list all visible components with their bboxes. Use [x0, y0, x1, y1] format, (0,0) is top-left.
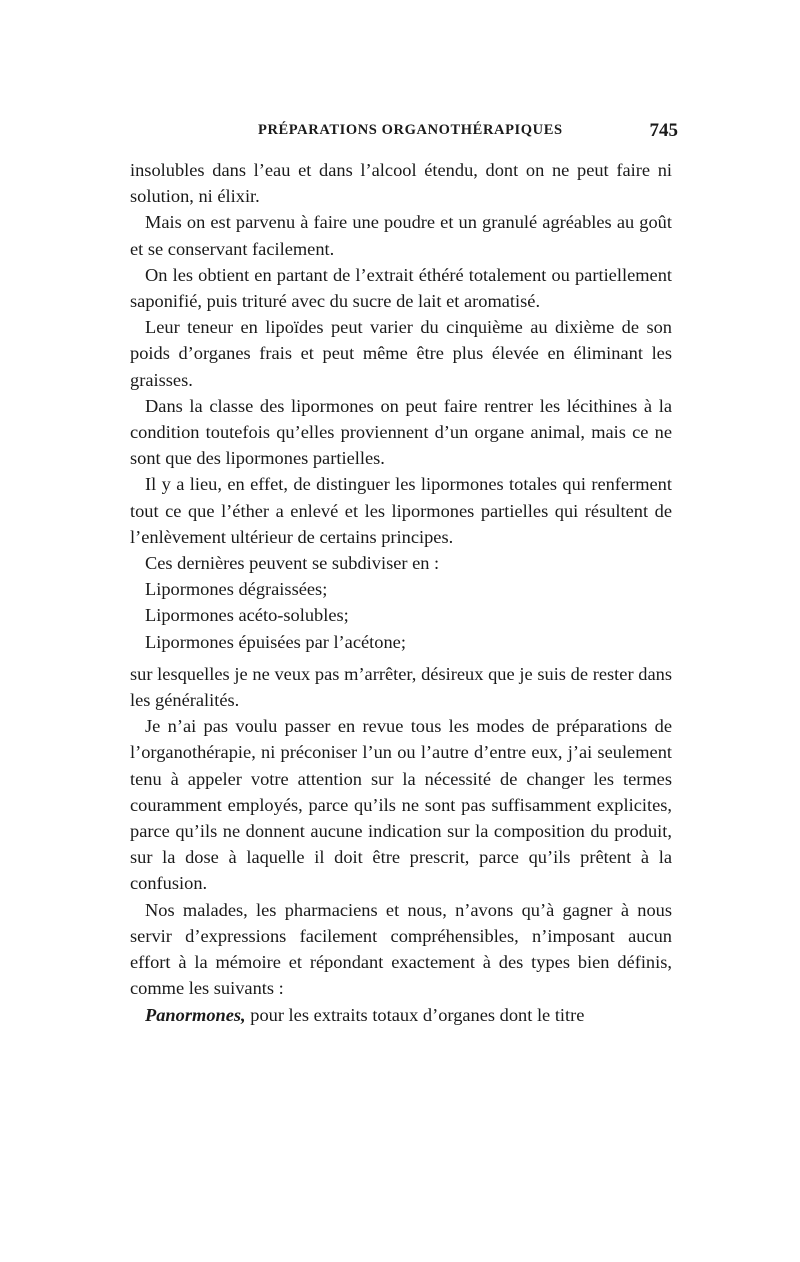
paragraph: Je n’ai pas voulu passer en revue tous les modes de préparations de l’organothérapie, ni préconiser l’un ou l’autre d’entre eux, j’ai seulement tenu à appeler votre attention sur la nécessité de changer les termes couramment employés, parce qu’ils ne sont pas suffisamment explicites, parce qu’ils ne donnent aucune indication sur la composition du produit, sur la dose à laquelle il doit être prescrit, parce qu’ils prêtent à la confusion.: [130, 716, 672, 894]
paragraph: Ces dernières peuvent se subdiviser en :: [145, 553, 440, 574]
paragraph-continuation: insolubles dans l’eau et dans l’alcool étendu, dont on ne peut faire ni solution, ni élixir.: [130, 160, 672, 207]
body-text: [130, 157, 672, 1028]
paragraph: Mais on est parvenu à faire une poudre et un granulé agréables au goût et se conservant facilement.: [130, 212, 672, 259]
running-title: PRÉPARATIONS ORGANOTHÉRAPIQUES: [258, 122, 563, 138]
paragraph-continuation: sur lesquelles je ne veux pas m’arrêter, désireux que je suis de rester dans les généralités.: [130, 663, 672, 711]
list-item: Lipormones dégraissées;: [145, 579, 328, 600]
list-item: Lipormones acéto-solubles;: [145, 605, 349, 626]
term-panormones: Panormones,: [145, 1004, 246, 1025]
paragraph: Dans la classe des lipormones on peut faire rentrer les lécithines à la condition toutefois qu’elles proviennent d’un organe animal, mais ce ne sont que des lipormones partielles.: [130, 395, 672, 469]
running-head: [130, 120, 680, 144]
paragraph-text: pour les extraits totaux d’organes dont le titre: [245, 1004, 585, 1025]
paragraph: On les obtient en partant de l’extrait éthéré totalement ou partiellement saponifié, puis trituré avec du sucre de lait et aromatisé.: [130, 264, 672, 312]
list-item: Lipormones épuisées par l’acétone;: [145, 631, 406, 652]
page-number: 745: [649, 120, 678, 141]
paragraph: Leur teneur en lipoïdes peut varier du cinquième au dixième de son poids d’organes frais et peut même être plus élevée en éliminant les graisses.: [130, 317, 672, 390]
paragraph: Il y a lieu, en effet, de distinguer les lipormones totales qui renferment tout ce que l’éther a enlevé et les lipormones partielles qui résultent de l’enlèvement ultérieur de certains principes.: [130, 474, 672, 547]
paragraph: Nos malades, les pharmaciens et nous, n’avons qu’à gagner à nous servir d’expressions facilement compréhensibles, n’imposant aucun effort à la mémoire et répondant exactement à des types bien définis, comme les suivants :: [130, 899, 672, 999]
paragraph-last: [130, 1002, 672, 1028]
